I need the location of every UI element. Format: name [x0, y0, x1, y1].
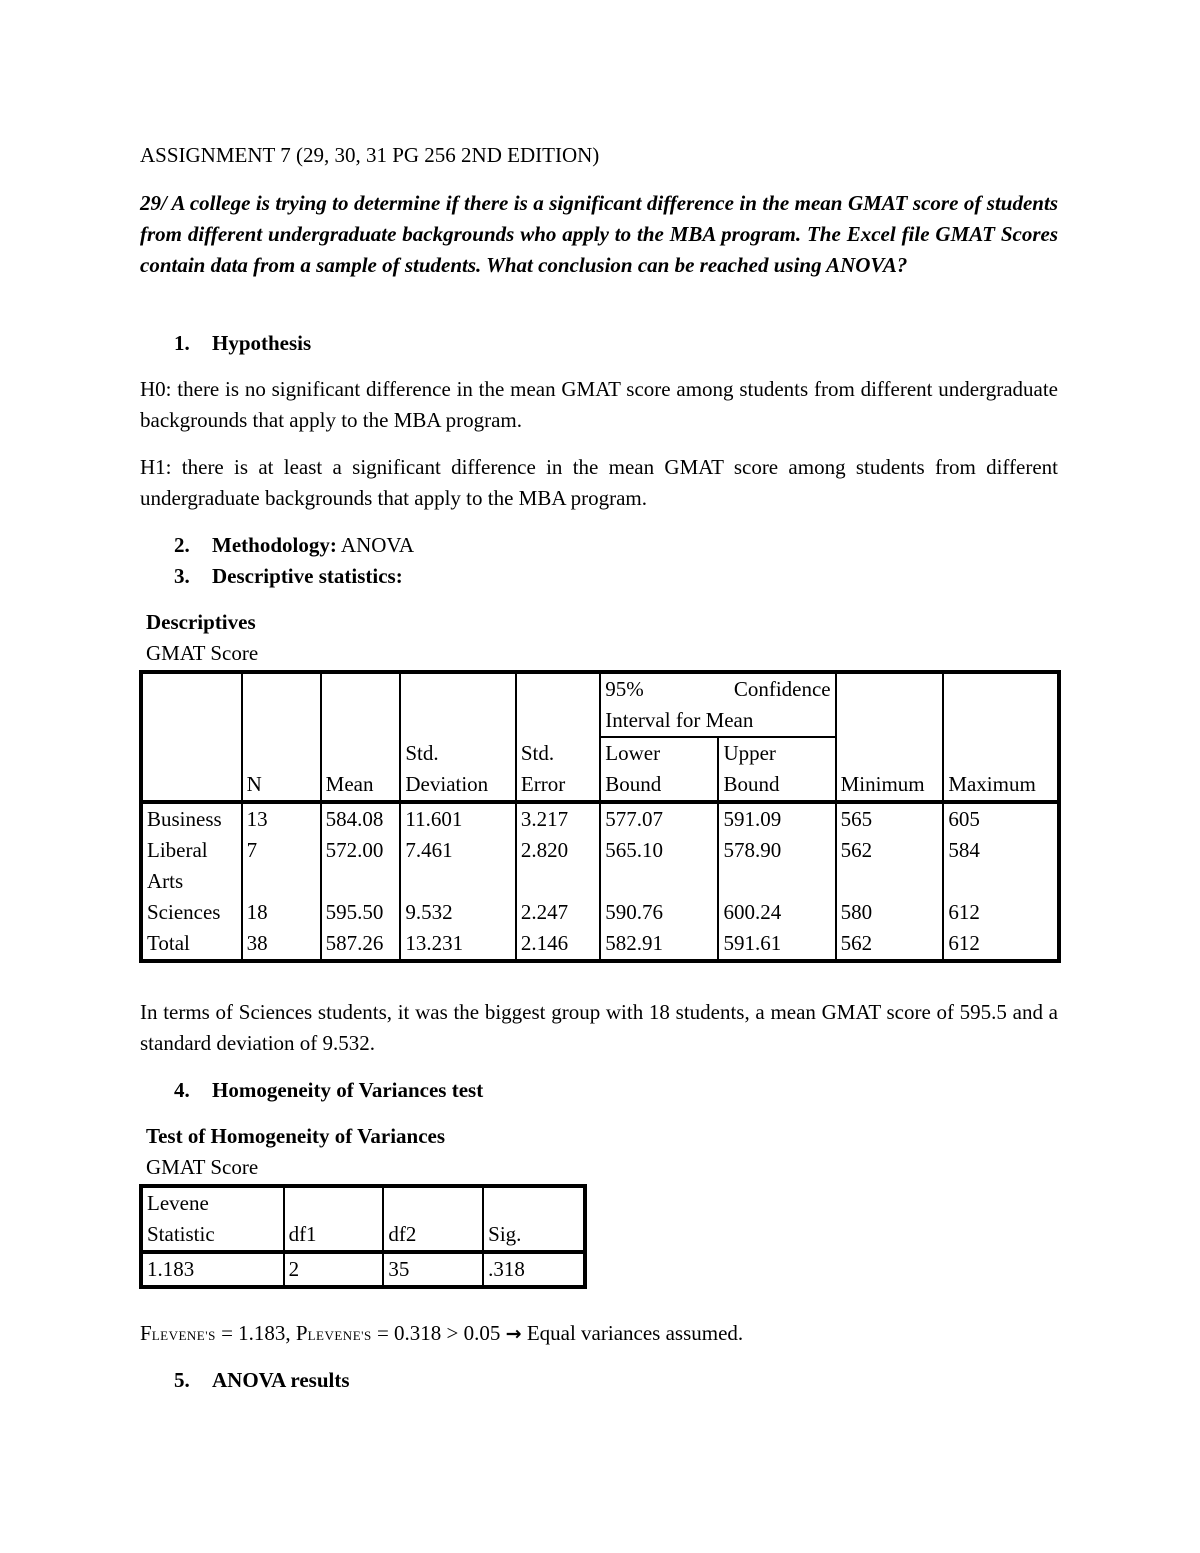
header-mean: Mean: [321, 672, 401, 802]
section-3-heading: Descriptive statistics:: [212, 564, 403, 588]
header-ci-percent: 95%: [605, 677, 644, 701]
cell-df2: 35: [383, 1252, 483, 1287]
header-std-error-line2: Error: [520, 772, 566, 796]
header-df2: df2: [383, 1186, 483, 1252]
cell-n: 13: [242, 802, 321, 835]
question-text: 29/ A college is trying to determine if there is a significant difference in the mean GMAT score of students from different undergraduate backgrounds who apply to the MBA program. The Excel file GMAT Scores contain data from a sample of students. What conclusion can be reached using ANOVA?: [140, 191, 1058, 277]
section-4-number: 4.: [174, 1078, 190, 1102]
cell-upper: 578.90: [718, 835, 835, 897]
cell-lower: 577.07: [600, 802, 718, 835]
row-group-label: Liberal Arts: [141, 835, 242, 897]
methodology-value: ANOVA: [336, 533, 415, 557]
cell-max: 584: [943, 835, 1059, 897]
cell-mean: 572.00: [321, 835, 401, 897]
levene-conclusion: [140, 1318, 1058, 1351]
hypothesis-h0: H0: there is no significant difference in the mean GMAT score among students from different undergraduate backgrounds that apply to the MBA program.: [140, 377, 1058, 432]
cell-lower: 582.91: [600, 928, 718, 961]
cell-sig: .318: [483, 1252, 585, 1287]
header-levene-line2: Statistic: [147, 1222, 215, 1246]
header-n: N: [242, 672, 321, 802]
header-upper-line2: Bound: [723, 772, 780, 796]
cell-sd: 13.231: [400, 928, 516, 961]
cell-upper: 600.24: [718, 897, 835, 928]
section-4-heading: Homogeneity of Variances test: [212, 1078, 484, 1102]
methodology-label: Methodology:: [212, 533, 337, 557]
descriptives-subtitle: GMAT Score: [146, 641, 259, 665]
section-1-number: 1.: [174, 331, 190, 355]
homogeneity-header-row: [141, 1186, 585, 1252]
cell-lower: 590.76: [600, 897, 718, 928]
assignment-title: ASSIGNMENT 7 (29, 30, 31 PG 256 2ND EDITION): [140, 143, 600, 167]
header-ci-confidence: Confidence: [733, 677, 831, 701]
p-symbol: P: [295, 1321, 308, 1345]
header-levene-line1: Levene: [147, 1191, 209, 1215]
header-std-deviation-line1: Std.: [405, 741, 439, 765]
header-std-deviation-line2: Deviation: [405, 772, 489, 796]
header-std-error-line1: Std.: [520, 741, 555, 765]
cell-upper: 591.09: [718, 802, 835, 835]
cell-se: 2.247: [516, 897, 600, 928]
table-row: [141, 835, 1059, 897]
header-std-deviation: [400, 672, 516, 802]
cell-upper: 591.61: [718, 928, 835, 961]
header-std-error: [516, 672, 600, 802]
homogeneity-table: [139, 1184, 587, 1289]
cell-min: 562: [836, 835, 944, 897]
right-arrow-icon: →: [505, 1323, 522, 1345]
header-lower-line2: Bound: [605, 772, 662, 796]
cell-min: 565: [836, 802, 944, 835]
descriptives-table: [139, 670, 1061, 963]
f-subscript: LEVENE'S: [151, 1328, 216, 1343]
cell-max: 612: [943, 928, 1059, 961]
descriptives-title: Descriptives: [146, 610, 256, 634]
row-group-label: Total: [141, 928, 242, 961]
table-row: [141, 802, 1059, 835]
section-2-heading: [212, 530, 414, 561]
f-value: = 1.183,: [215, 1321, 296, 1345]
cell-min: 562: [836, 928, 944, 961]
header-sig: Sig.: [483, 1186, 585, 1252]
table-row: [141, 928, 1059, 961]
header-levene-statistic: [141, 1186, 284, 1252]
hypothesis-h1: H1: there is at least a significant difference in the mean GMAT score among students from different undergraduate backgrounds that apply to the MBA program.: [140, 455, 1058, 510]
cell-min: 580: [836, 897, 944, 928]
row-group-label: Sciences: [141, 897, 242, 928]
header-df1: df1: [284, 1186, 384, 1252]
header-lower-line1: Lower: [605, 741, 661, 765]
row-group-label: Business: [141, 802, 242, 835]
f-symbol: F: [140, 1321, 152, 1345]
cell-mean: 595.50: [321, 897, 401, 928]
descriptives-header-row-1: [141, 672, 1059, 737]
header-upper-line1: Upper: [723, 741, 776, 765]
cell-max: 612: [943, 897, 1059, 928]
p-value: = 0.318 > 0.05: [371, 1321, 506, 1345]
cell-sd: 7.461: [400, 835, 516, 897]
equal-variances-text: Equal variances assumed.: [521, 1321, 744, 1345]
cell-se: 2.146: [516, 928, 600, 961]
descriptives-summary: In terms of Sciences students, it was the biggest group with 18 students, a mean GMAT score of 595.5 and a standard deviation of 9.532.: [140, 1000, 1058, 1055]
cell-n: 18: [242, 897, 321, 928]
cell-n: 38: [242, 928, 321, 961]
cell-lower: 565.10: [600, 835, 718, 897]
header-group-cell: [141, 672, 242, 802]
header-maximum: Maximum: [943, 672, 1059, 802]
cell-n: 7: [242, 835, 321, 897]
section-3-number: 3.: [174, 564, 190, 588]
header-lower-bound: [600, 737, 718, 802]
section-5-number: 5.: [174, 1368, 190, 1392]
header-upper-bound: [718, 737, 835, 802]
cell-se: 3.217: [516, 802, 600, 835]
cell-levene-statistic: 1.183: [141, 1252, 284, 1287]
homogeneity-title: Test of Homogeneity of Variances: [146, 1124, 446, 1148]
cell-mean: 584.08: [321, 802, 401, 835]
cell-sd: 11.601: [400, 802, 516, 835]
cell-se: 2.820: [516, 835, 600, 897]
cell-mean: 587.26: [321, 928, 401, 961]
table-row: [141, 1252, 585, 1287]
p-subscript: LEVENE'S: [307, 1328, 372, 1343]
section-2-number: 2.: [174, 533, 190, 557]
cell-sd: 9.532: [400, 897, 516, 928]
header-confidence-interval: [600, 672, 835, 737]
homogeneity-subtitle: GMAT Score: [146, 1155, 259, 1179]
section-1-heading: Hypothesis: [212, 331, 312, 355]
header-minimum: Minimum: [836, 672, 944, 802]
table-row: [141, 897, 1059, 928]
cell-max: 605: [943, 802, 1059, 835]
cell-df1: 2: [284, 1252, 384, 1287]
header-ci-interval: Interval for Mean: [605, 708, 754, 732]
section-5-heading: ANOVA results: [212, 1368, 350, 1392]
